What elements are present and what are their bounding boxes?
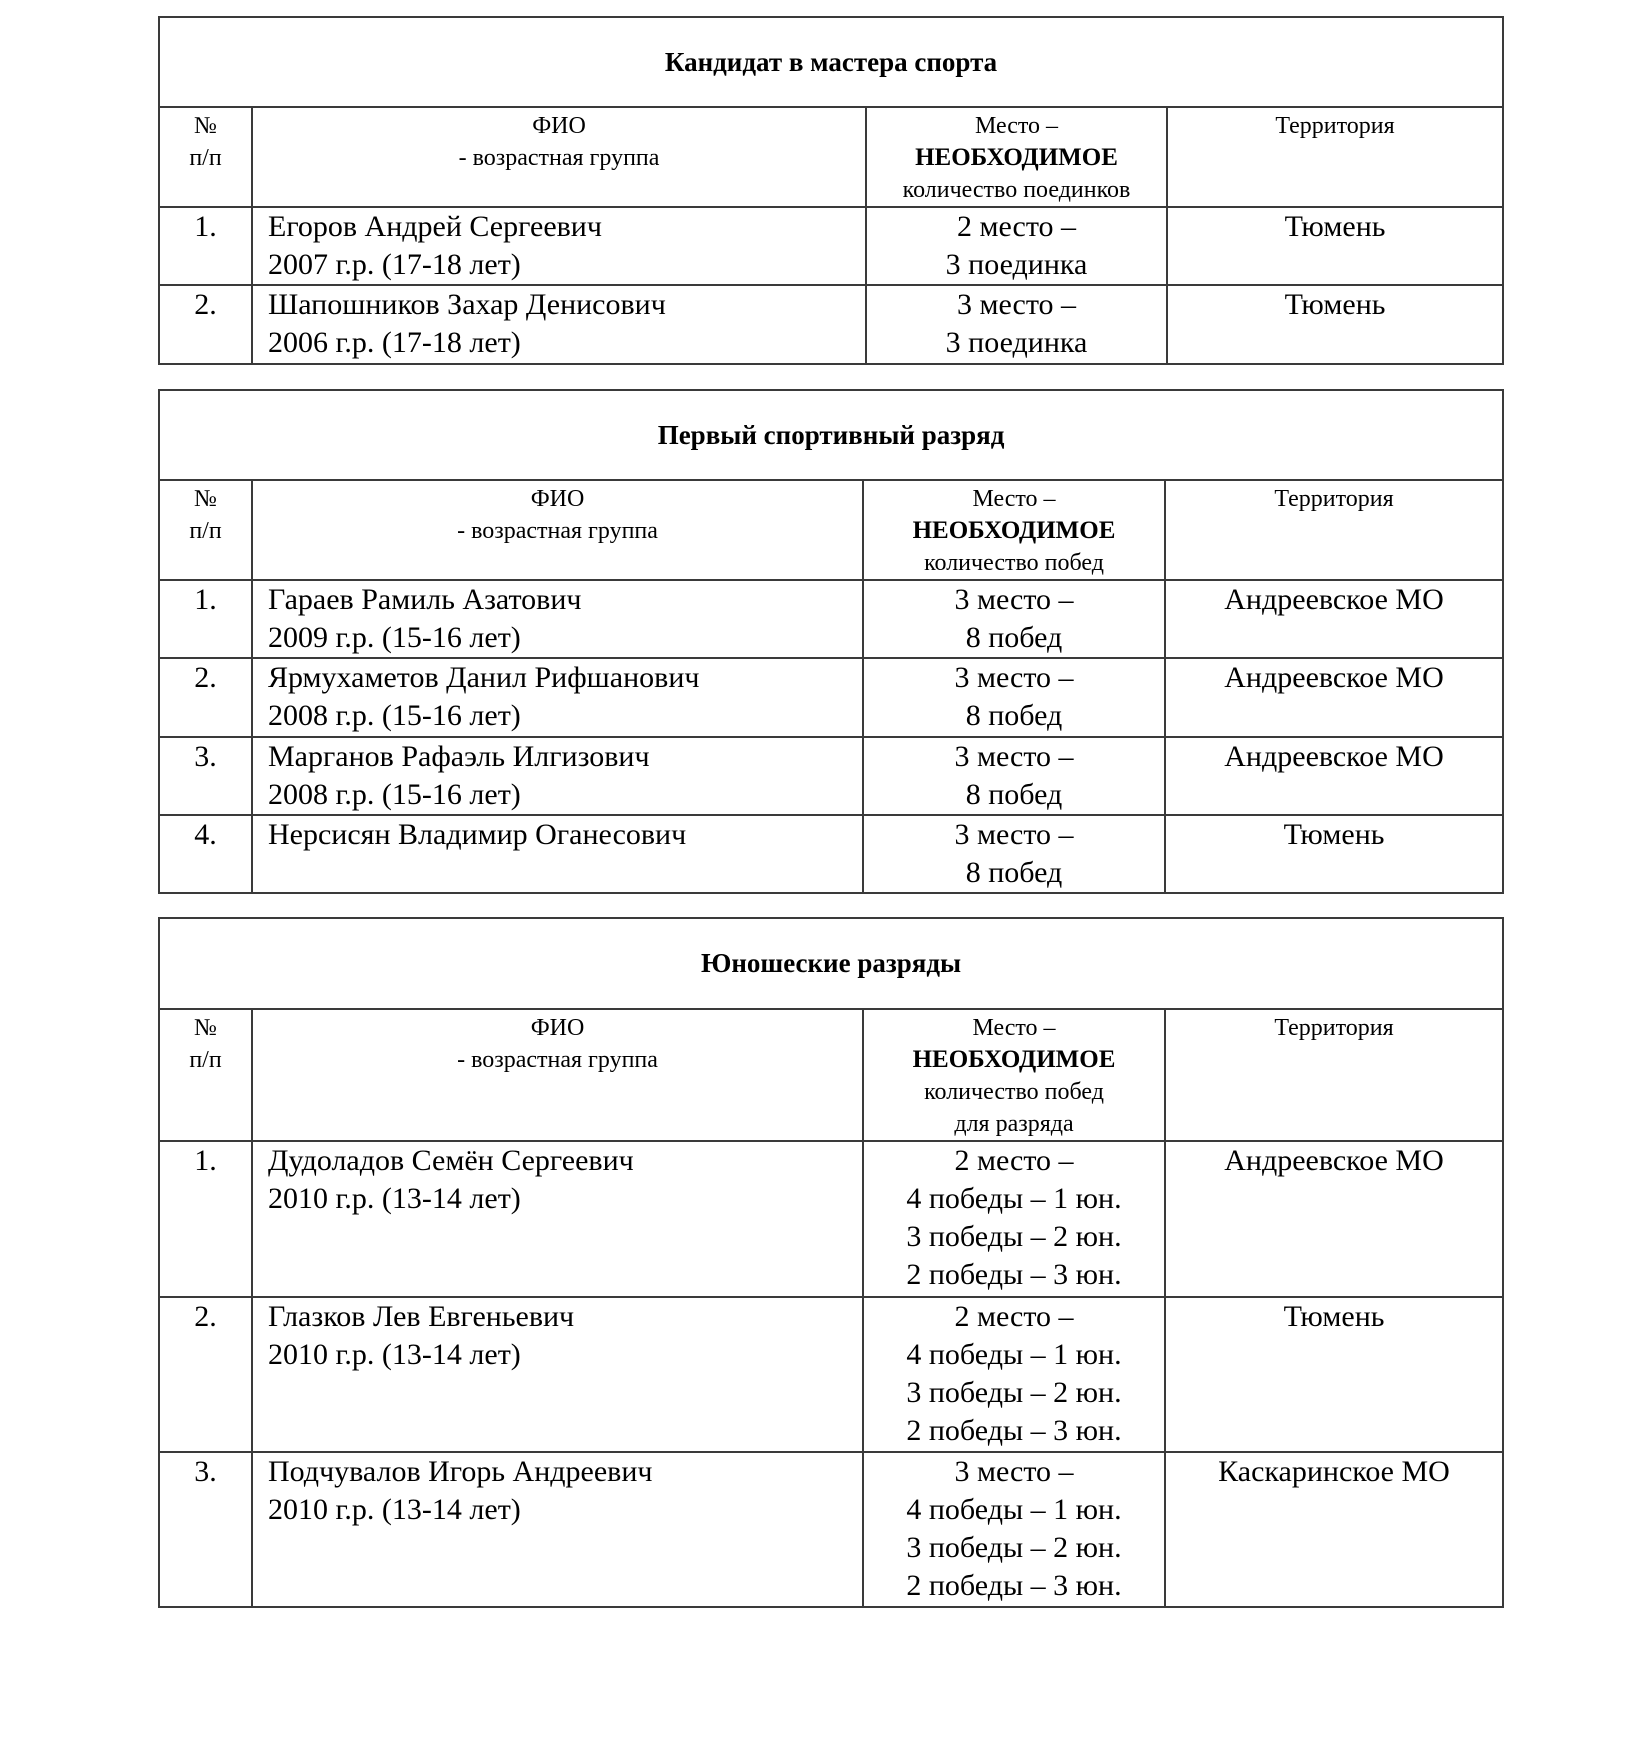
athlete-name: Шапошников Захар Денисович <box>268 288 666 321</box>
header-territory-label: Территория <box>1275 113 1395 139</box>
header-place-label: Место – <box>974 113 1059 139</box>
result-line: 2 победы – 3 юн. <box>906 1414 1122 1447</box>
header-num-label: п/п <box>189 145 222 171</box>
header-age-label: - возрастная группа <box>458 145 660 171</box>
result-line: 4 победы – 1 юн. <box>906 1338 1122 1371</box>
header-number <box>159 480 252 580</box>
header-num-label: п/п <box>189 518 222 544</box>
territory-cell: Андреевское МО <box>1165 737 1503 815</box>
athlete-name: Гараев Рамиль Азатович <box>268 583 582 616</box>
header-age-label: - возрастная группа <box>457 518 658 544</box>
row-number: 3. <box>159 737 252 815</box>
rank-table <box>158 16 1504 365</box>
table-row <box>159 658 1503 737</box>
athlete-cell <box>252 658 863 737</box>
athlete-name: Глазков Лев Евгеньевич <box>268 1300 575 1333</box>
result-line: 3 поединка <box>945 248 1088 281</box>
territory-cell: Каскаринское МО <box>1165 1452 1503 1607</box>
athlete-birth: 2006 г.р. (17-18 лет) <box>268 326 521 359</box>
result-line: 3 место – <box>954 740 1074 773</box>
header-row <box>159 1009 1503 1141</box>
header-place <box>863 480 1165 580</box>
header-place <box>866 107 1167 207</box>
result-line: 3 поединка <box>945 326 1088 359</box>
result-line: 3 место – <box>954 661 1074 694</box>
table-row <box>159 580 1503 658</box>
header-territory-label: Территория <box>1274 1015 1394 1041</box>
header-num-label: п/п <box>189 1047 222 1073</box>
athlete-birth: 2010 г.р. (13-14 лет) <box>268 1338 521 1371</box>
territory-cell: Тюмень <box>1167 207 1503 285</box>
rank-table <box>158 917 1504 1608</box>
result-cell <box>863 1297 1165 1452</box>
result-cell <box>863 1141 1165 1297</box>
result-line: 4 победы – 1 юн. <box>906 1493 1122 1526</box>
header-territory <box>1165 1009 1503 1141</box>
header-required-label: НЕОБХОДИМОЕ <box>912 517 1116 544</box>
header-territory-label: Территория <box>1274 486 1394 512</box>
header-count-label: количество побед <box>924 550 1104 576</box>
athlete-birth: 2007 г.р. (17-18 лет) <box>268 248 521 281</box>
territory-cell: Тюмень <box>1165 1297 1503 1452</box>
result-line: 3 место – <box>956 288 1077 321</box>
result-line: 3 победы – 2 юн. <box>906 1376 1122 1409</box>
header-number <box>159 107 252 207</box>
result-line: 2 место – <box>956 210 1077 243</box>
result-line: 2 победы – 3 юн. <box>906 1258 1122 1291</box>
athlete-name: Егоров Андрей Сергеевич <box>268 210 602 243</box>
result-cell <box>863 815 1165 893</box>
section-title: Юношеские разряды <box>159 918 1503 1009</box>
table-row <box>159 1452 1503 1607</box>
athlete-cell <box>252 737 863 815</box>
athlete-cell <box>252 815 863 893</box>
athlete-cell <box>252 1452 863 1607</box>
header-fio <box>252 107 866 207</box>
result-line: 3 место – <box>954 1455 1074 1488</box>
result-line: 3 победы – 2 юн. <box>906 1220 1122 1253</box>
row-number: 1. <box>159 580 252 658</box>
row-number: 2. <box>159 1297 252 1452</box>
header-fio-label: ФИО <box>532 113 586 139</box>
header-place <box>863 1009 1165 1141</box>
athlete-cell <box>252 1141 863 1297</box>
section-title: Первый спортивный разряд <box>159 390 1503 480</box>
result-cell <box>863 1452 1165 1607</box>
athlete-birth: 2010 г.р. (13-14 лет) <box>268 1182 521 1215</box>
header-territory <box>1165 480 1503 580</box>
header-count-label: количество побед <box>924 1079 1104 1105</box>
header-territory <box>1167 107 1503 207</box>
table-row <box>159 815 1503 893</box>
territory-cell: Андреевское МО <box>1165 1141 1503 1297</box>
header-required-label: НЕОБХОДИМОЕ <box>915 144 1118 171</box>
header-num-label: № <box>194 1015 217 1041</box>
athlete-birth: 2008 г.р. (15-16 лет) <box>268 699 521 732</box>
result-line: 8 побед <box>965 856 1063 889</box>
result-line: 2 место – <box>954 1144 1074 1177</box>
athlete-name: Ярмухаметов Данил Рифшанович <box>268 661 700 694</box>
athlete-cell <box>252 285 866 364</box>
athlete-name: Подчувалов Игорь Андреевич <box>268 1455 653 1488</box>
row-number: 1. <box>159 1141 252 1297</box>
territory-cell: Тюмень <box>1167 285 1503 364</box>
row-number: 2. <box>159 658 252 737</box>
result-cell <box>863 658 1165 737</box>
header-count-label: количество поединков <box>902 177 1131 203</box>
result-cell <box>866 285 1167 364</box>
row-number: 2. <box>159 285 252 364</box>
athlete-name: Нерсисян Владимир Оганесович <box>268 818 687 851</box>
athlete-birth: 2008 г.р. (15-16 лет) <box>268 778 521 811</box>
table-row <box>159 207 1503 285</box>
athlete-cell <box>252 207 866 285</box>
athlete-cell <box>252 580 863 658</box>
athlete-name: Дудоладов Семён Сергеевич <box>268 1144 634 1177</box>
header-fio <box>252 1009 863 1141</box>
athlete-birth: 2010 г.р. (13-14 лет) <box>268 1493 521 1526</box>
athlete-birth: 2009 г.р. (15-16 лет) <box>268 621 521 654</box>
territory-cell: Тюмень <box>1165 815 1503 893</box>
header-row <box>159 107 1503 207</box>
result-line: 8 побед <box>965 699 1063 732</box>
athlete-cell <box>252 1297 863 1452</box>
territory-cell: Андреевское МО <box>1165 580 1503 658</box>
row-number: 4. <box>159 815 252 893</box>
header-required-label: НЕОБХОДИМОЕ <box>912 1046 1116 1073</box>
row-number: 3. <box>159 1452 252 1607</box>
table-row <box>159 1141 1503 1297</box>
athlete-name: Марганов Рафаэль Илгизович <box>268 740 650 773</box>
result-line: 3 победы – 2 юн. <box>906 1531 1122 1564</box>
result-line: 4 победы – 1 юн. <box>906 1182 1122 1215</box>
result-line: 3 место – <box>954 818 1074 851</box>
header-fio <box>252 480 863 580</box>
row-number: 1. <box>159 207 252 285</box>
table-row <box>159 1297 1503 1452</box>
result-cell <box>863 737 1165 815</box>
header-place-label: Место – <box>972 486 1056 512</box>
header-count-label: для разряда <box>954 1111 1074 1137</box>
header-row <box>159 480 1503 580</box>
table-row <box>159 285 1503 364</box>
result-line: 2 место – <box>954 1300 1074 1333</box>
rank-table <box>158 389 1504 894</box>
section-title: Кандидат в мастера спорта <box>159 17 1503 107</box>
result-line: 3 место – <box>954 583 1074 616</box>
result-cell <box>863 580 1165 658</box>
result-line: 2 победы – 3 юн. <box>906 1569 1122 1602</box>
result-line: 8 побед <box>965 621 1063 654</box>
header-place-label: Место – <box>972 1015 1056 1041</box>
header-fio-label: ФИО <box>530 1015 585 1041</box>
header-num-label: № <box>194 486 217 512</box>
header-number <box>159 1009 252 1141</box>
table-row <box>159 737 1503 815</box>
result-line: 8 побед <box>965 778 1063 811</box>
header-num-label: № <box>194 113 217 139</box>
header-age-label: - возрастная группа <box>457 1047 658 1073</box>
result-cell <box>866 207 1167 285</box>
header-fio-label: ФИО <box>530 486 585 512</box>
territory-cell: Андреевское МО <box>1165 658 1503 737</box>
